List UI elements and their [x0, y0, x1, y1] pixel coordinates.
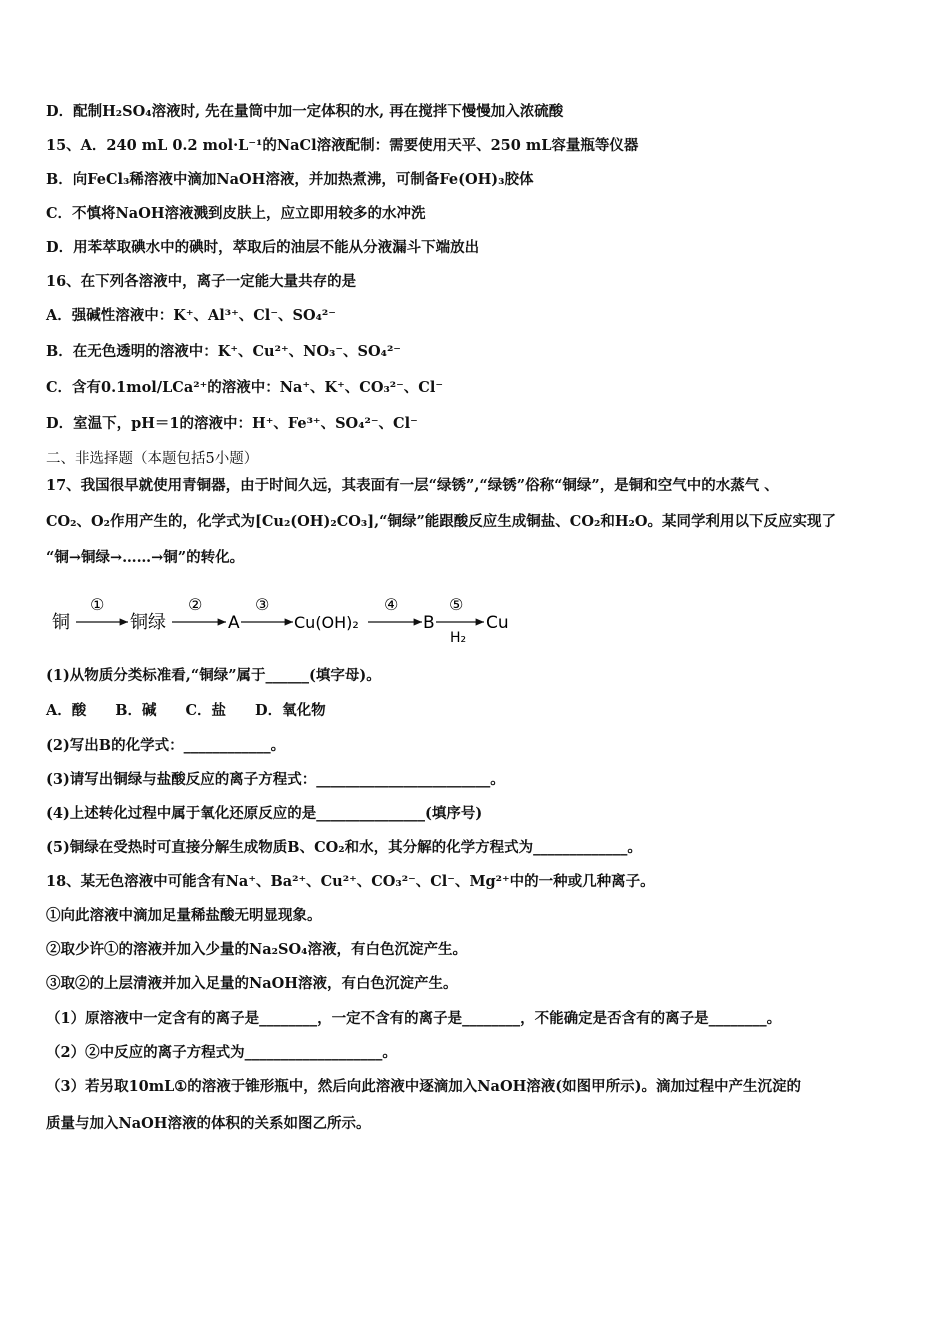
q18-step-2: ②取少许①的溶液并加入少量的Na₂SO₄溶液，有白色沉淀产生。	[46, 941, 467, 958]
q16-option-c: C．含有0.1mol/LCa²⁺的溶液中：Na⁺、K⁺、CO₃²⁻、Cl⁻	[46, 379, 444, 396]
step-2-label: ②	[188, 596, 203, 614]
q15-option-c: C．不慎将NaOH溶液溅到皮肤上，应立即用较多的水冲洗	[46, 205, 426, 222]
q17-part-1: (1)从物质分类标准看,“铜绿”属于______(填字母)。	[46, 667, 381, 684]
node-a: A	[228, 613, 240, 633]
q17-stem-2: CO₂、O₂作用产生的，化学式为[Cu₂(OH)₂CO₃],“铜绿”能跟酸反应生成铜盐、CO₂和H₂O。某同学利用以下反应实现了	[46, 513, 837, 530]
q14-option-d: D．配制H₂SO₄溶液时, 先在量筒中加一定体积的水, 再在搅拌下慢慢加入浓硫酸	[46, 103, 564, 120]
q18-part-1: （1）原溶液中一定含有的离子是________，一定不含有的离子是________，不能确定是否含有的离子是________。	[46, 1010, 782, 1027]
step-5-label: ⑤	[449, 596, 464, 614]
q15-option-d: D．用苯萃取碘水中的碘时，萃取后的油层不能从分液漏斗下端放出	[46, 239, 480, 256]
q17-part-5: (5)铜绿在受热时可直接分解生成物质B、CO₂和水，其分解的化学方程式为_____________。	[46, 839, 642, 856]
q16-option-a: A．强碱性溶液中：K⁺、Al³⁺、Cl⁻、SO₄²⁻	[46, 307, 336, 324]
reaction-chain-svg	[50, 596, 520, 644]
q15-option-b: B．向FeCl₃稀溶液中滴加NaOH溶液，并加热煮沸，可制备Fe(OH)₃胶体	[46, 171, 534, 188]
node-copper-hydroxide: Cu(OH)₂	[294, 613, 359, 632]
q18-part-3-line-1: （3）若另取10mL①的溶液于锥形瓶中，然后向此溶液中逐滴加入NaOH溶液(如图甲所示)。滴加过程中产生沉淀的	[46, 1078, 802, 1095]
q18-step-1: ①向此溶液中滴加足量稀盐酸无明显现象。	[46, 907, 322, 924]
reaction-chain-diagram	[50, 596, 520, 644]
q17-stem-3: “铜→铜绿→……→铜”的转化。	[46, 549, 245, 566]
step-3-label: ③	[255, 596, 270, 614]
q17-stem-1: 17、我国很早就使用青铜器，由于时间久远，其表面有一层“绿锈”,“绿锈”俗称“铜绿”，是铜和空气中的水蒸气 、	[46, 477, 779, 494]
q18-step-3: ③取②的上层清液并加入足量的NaOH溶液，有白色沉淀产生。	[46, 975, 458, 992]
q17-part-3: (3)请写出铜绿与盐酸反应的离子方程式：________________________。	[46, 771, 505, 788]
node-b: B	[423, 613, 435, 633]
node-copper-final: Cu	[486, 613, 509, 633]
q15-option-a: 15、A．240 mL 0.2 mol·L⁻¹的NaCl溶液配制：需要使用天平、250 mL容量瓶等仪器	[46, 137, 639, 154]
q18-part-3-line-2: 质量与加入NaOH溶液的体积的关系如图乙所示。	[46, 1115, 371, 1132]
q16-stem: 16、在下列各溶液中，离子一定能大量共存的是	[46, 273, 357, 290]
q17-part-4: (4)上述转化过程中属于氧化还原反应的是_______________(填序号)	[46, 805, 483, 822]
q17-part-1-options: A．酸 B．碱 C．盐 D．氧化物	[46, 702, 326, 719]
step-4-label: ④	[384, 596, 399, 614]
q18-part-2: （2）②中反应的离子方程式为___________________。	[46, 1044, 397, 1061]
hydrogen-condition: H₂	[450, 630, 467, 644]
section-heading: 二、非选择题（本题包括5小题）	[46, 451, 259, 467]
q17-part-2: (2)写出B的化学式：____________。	[46, 737, 286, 754]
q18-stem: 18、某无色溶液中可能含有Na⁺、Ba²⁺、Cu²⁺、CO₃²⁻、Cl⁻、Mg²⁺中的一种或几种离子。	[46, 873, 655, 890]
q16-option-d: D．室温下，pH＝1的溶液中：H⁺、Fe³⁺、SO₄²⁻、Cl⁻	[46, 415, 418, 432]
node-copper: 铜	[52, 612, 70, 633]
q16-option-b: B．在无色透明的溶液中：K⁺、Cu²⁺、NO₃⁻、SO₄²⁻	[46, 343, 401, 360]
step-1-label: ①	[90, 596, 105, 614]
node-verdigris: 铜绿	[130, 612, 166, 633]
